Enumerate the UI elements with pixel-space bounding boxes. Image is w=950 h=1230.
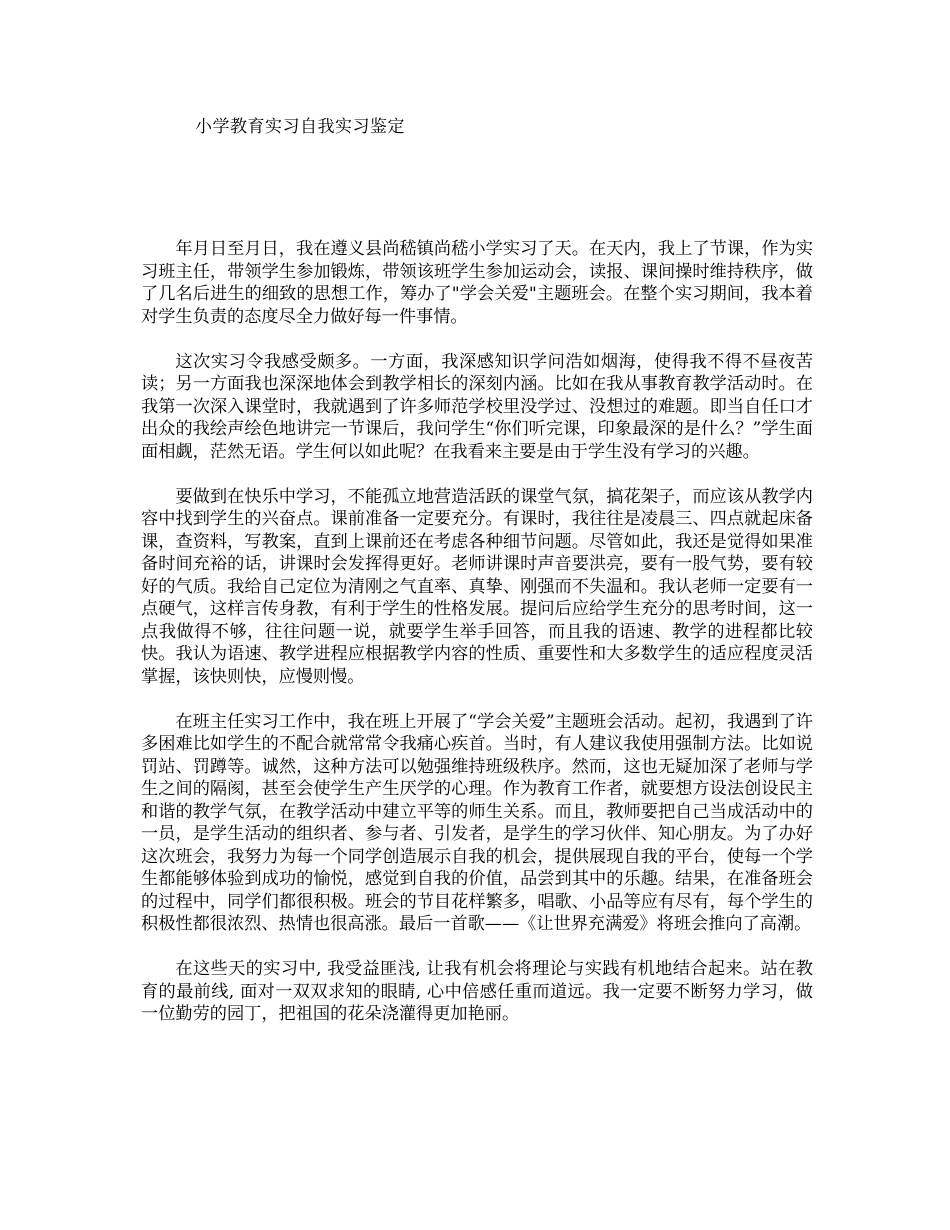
paragraph-4: 在班主任实习工作中，我在班上开展了“学会关爱”主题班会活动。起初，我遇到了许多困难比如学生的不配合就常常令我痛心疾首。当时，有人建议我使用强制方法。比如说罚站、罚蹲等。诚然，这种方法可以勉强维持班级秩序。然而，这也无疑加深了老师与学生之间的隔阂，甚至会使学生产生厌学的心理。作为教育工作者，就要想方设法创设民主和谐的教学气氛，在教学活动中建立平等的师生关系。而且，教师要把自己当成活动中的一员，是学生活动的组织者、参与者、引发者，是学生的学习伙伴、知心朋友。为了办好这次班会，我努力为每一个同学创造展示自我的机会，提供展现自我的平台，使每一个学生都能够体验到成功的愉悦，感觉到自我的价值，品尝到其中的乐趣。结果，在准备班会的过程中，同学们都很积极。班会的节目花样繁多，唱歌、小品等应有尽有，每个学生的积极性都很浓烈、热情也很高涨。最后一首歌——《让世界充满爱》将班会推向了高潮。 [141, 711, 813, 934]
paragraph-5: 在这些天的实习中, 我受益匪浅, 让我有机会将理论与实践有机地结合起来。站在教育的最前线, 面对一双双求知的眼睛, 心中倍感任重而道远。我一定要不断努力学习，做一位勤劳的园丁，把祖国的花朵浇灌得更加艳丽。 [141, 959, 813, 1024]
document-title: 小学教育实习自我实习鉴定 [195, 117, 405, 137]
document-body [141, 238, 813, 1048]
paragraph-3: 要做到在快乐中学习，不能孤立地营造活跃的课堂气氛，搞花架子，而应该从教学内容中找到学生的兴奋点。课前准备一定要充分。有课时，我往往是凌晨三、四点就起床备课，查资料，写教案，直到上课前还在考虑各种细节问题。尽管如此，我还是觉得如果准备时间充裕的话，讲课时会发挥得更好。老师讲课时声音要洪亮，要有一股气势，要有较好的气质。我给自己定位为清刚之气直率、真挚、刚强而不失温和。我认老师一定要有一点硬气，这样言传身教，有利于学生的性格发展。提问后应给学生充分的思考时间，这一点我做得不够，往往问题一说，就要学生举手回答，而且我的语速、教学的进程都比较快。我认为语速、教学进程应根据教学内容的性质、重要性和大多数学生的适应程度灵活掌握，该快则快，应慢则慢。 [141, 486, 813, 687]
paragraph-1: 年月日至月日，我在遵义县尚嵇镇尚嵇小学实习了天。在天内，我上了节课，作为实习班主任，带领学生参加锻炼，带领该班学生参加运动会，读报、课间操时维持秩序，做了几名后进生的细致的思想工作，筹办了"学会关爱"主题班会。在整个实习期间，我本着对学生负责的态度尽全力做好每一件事情。 [141, 239, 813, 327]
paragraph-2: 这次实习令我感受颇多。一方面，我深感知识学问浩如烟海，使得我不得不昼夜苦读；另一方面我也深深地体会到教学相长的深刻内涵。比如在我从事教育教学活动时。在我第一次深入课堂时，我就遇到了许多师范学校里没学过、没想过的难题。即当自任口才出众的我绘声绘色地讲完一节课后，我问学生“你们听完课，印象最深的是什么？”学生面面相觑，茫然无语。学生何以如此呢？在我看来主要是由于学生没有学习的兴趣。 [141, 351, 813, 462]
